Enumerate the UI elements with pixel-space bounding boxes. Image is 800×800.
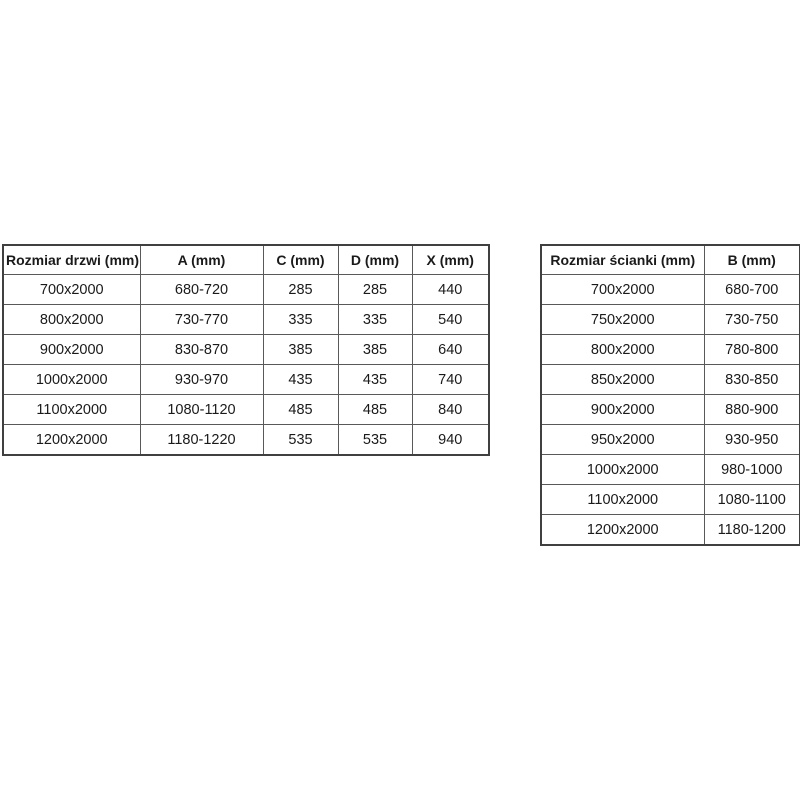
table-row — [541, 335, 800, 365]
table-row — [3, 275, 489, 305]
table-cell: 640 — [412, 335, 489, 365]
table-cell: 335 — [263, 305, 338, 335]
doors-table-header-row — [3, 245, 489, 275]
wall-table-header-row — [541, 245, 800, 275]
table-cell: 830-870 — [140, 335, 263, 365]
table-cell: 680-700 — [704, 275, 800, 305]
table-cell: 840 — [412, 395, 489, 425]
table-cell: 980-1000 — [704, 455, 800, 485]
table-row — [3, 305, 489, 335]
table-cell: 1100x2000 — [3, 395, 140, 425]
table-cell: 535 — [263, 425, 338, 456]
table-cell: 800x2000 — [541, 335, 704, 365]
table-cell: 435 — [263, 365, 338, 395]
column-header: Rozmiar ścianki (mm) — [541, 245, 704, 275]
table-cell: 535 — [338, 425, 412, 456]
table-row — [541, 275, 800, 305]
table-cell: 940 — [412, 425, 489, 456]
table-row — [541, 395, 800, 425]
table-cell: 850x2000 — [541, 365, 704, 395]
table-cell: 335 — [338, 305, 412, 335]
table-cell: 1080-1120 — [140, 395, 263, 425]
table-cell: 900x2000 — [541, 395, 704, 425]
table-row — [3, 365, 489, 395]
column-header: D (mm) — [338, 245, 412, 275]
table-cell: 880-900 — [704, 395, 800, 425]
table-cell: 435 — [338, 365, 412, 395]
table-cell: 385 — [263, 335, 338, 365]
column-header: Rozmiar drzwi (mm) — [3, 245, 140, 275]
table-cell: 1200x2000 — [3, 425, 140, 456]
table-cell: 1000x2000 — [3, 365, 140, 395]
column-header: X (mm) — [412, 245, 489, 275]
table-cell: 830-850 — [704, 365, 800, 395]
table-row — [541, 425, 800, 455]
table-row — [541, 515, 800, 546]
table-cell: 540 — [412, 305, 489, 335]
table-row — [541, 365, 800, 395]
table-cell: 800x2000 — [3, 305, 140, 335]
table-cell: 1080-1100 — [704, 485, 800, 515]
table-row — [3, 395, 489, 425]
table-cell: 485 — [263, 395, 338, 425]
column-header: C (mm) — [263, 245, 338, 275]
table-cell: 730-770 — [140, 305, 263, 335]
table-row — [541, 485, 800, 515]
table-cell: 285 — [263, 275, 338, 305]
table-cell: 930-970 — [140, 365, 263, 395]
table-cell: 740 — [412, 365, 489, 395]
table-row — [541, 305, 800, 335]
table-cell: 1100x2000 — [541, 485, 704, 515]
table-cell: 680-720 — [140, 275, 263, 305]
table-row — [3, 425, 489, 456]
table-cell: 1000x2000 — [541, 455, 704, 485]
table-cell: 1200x2000 — [541, 515, 704, 546]
table-cell: 440 — [412, 275, 489, 305]
table-row — [3, 335, 489, 365]
column-header: B (mm) — [704, 245, 800, 275]
table-cell: 1180-1200 — [704, 515, 800, 546]
doors-dimensions-table — [2, 244, 490, 456]
table-cell: 700x2000 — [541, 275, 704, 305]
table-cell: 750x2000 — [541, 305, 704, 335]
table-row — [541, 455, 800, 485]
table-cell: 700x2000 — [3, 275, 140, 305]
wall-panel-dimensions-table — [540, 244, 800, 546]
table-cell: 485 — [338, 395, 412, 425]
table-cell: 285 — [338, 275, 412, 305]
table-cell: 900x2000 — [3, 335, 140, 365]
table-cell: 930-950 — [704, 425, 800, 455]
column-header: A (mm) — [140, 245, 263, 275]
table-cell: 780-800 — [704, 335, 800, 365]
table-cell: 730-750 — [704, 305, 800, 335]
table-cell: 385 — [338, 335, 412, 365]
table-cell: 950x2000 — [541, 425, 704, 455]
table-cell: 1180-1220 — [140, 425, 263, 456]
